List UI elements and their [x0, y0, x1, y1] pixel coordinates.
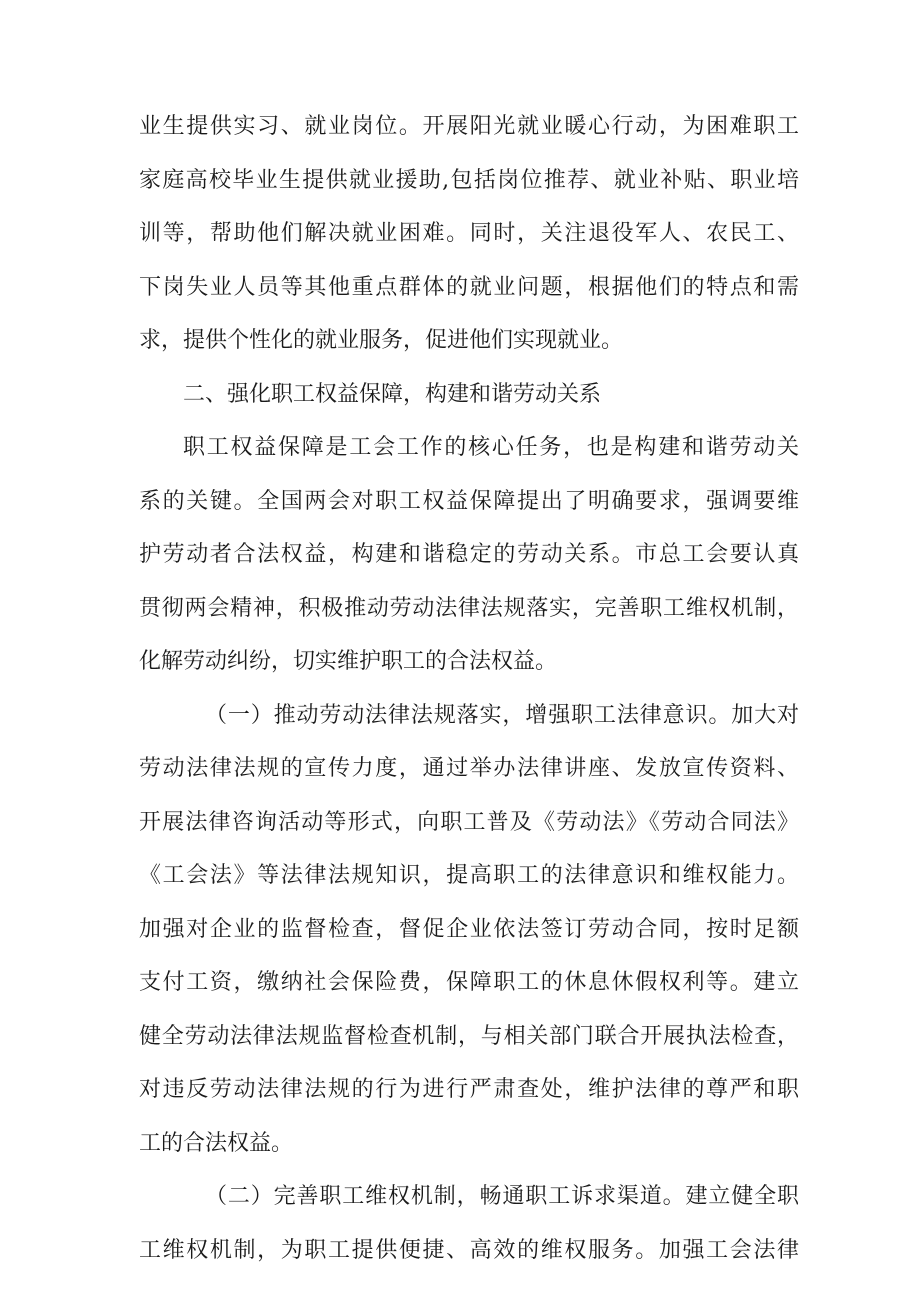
body-line: 支付工资，缴纳社会保险费，保障职工的休息休假权利等。建立 [139, 970, 799, 995]
body-line: 健全劳动法律法规监督检查机制，与相关部门联合开展执法检查， [139, 1023, 799, 1049]
body-line: 劳动法律法规的宣传力度，通过举办法律讲座、发放宣传资料、 [139, 756, 799, 781]
body-line: 求，提供个性化的就业服务，促进他们实现就业。 [139, 328, 624, 353]
body-line: 开展法律咨询活动等形式，向职工普及《劳动法》《劳动合同法》 [139, 809, 799, 835]
body-line: 化解劳动纠纷，切实维护职工的合法权益。 [139, 649, 558, 674]
body-line: 业生提供实习、就业岗位。开展阳光就业暖心行动，为困难职工 [139, 114, 799, 139]
body-line: 贯彻两会精神，积极推动劳动法律法规落实，完善职工维权机制， [139, 595, 799, 621]
section-heading: 二、强化职工权益保障，构建和谐劳动关系 [183, 381, 602, 407]
subsection-first-line: （二）完善职工维权机制，畅通职工诉求渠道。建立健全职 [205, 1184, 799, 1209]
body-line: 下岗失业人员等其他重点群体的就业问题，根据他们的特点和需 [139, 274, 799, 300]
subsection-first-line: （一）推动劳动法律法规落实，增强职工法律意识。加大对 [205, 702, 799, 728]
body-line: 加强对企业的监督检查，督促企业依法签订劳动合同，按时足额 [139, 916, 799, 942]
body-line: 对违反劳动法律法规的行为进行严肃查处，维护法律的尊严和职 [139, 1077, 799, 1102]
body-line: 家庭高校毕业生提供就业援助,包括岗位推荐、就业补贴、职业培 [139, 167, 799, 193]
body-line: 工的合法权益。 [139, 1130, 294, 1156]
body-line: 系的关键。全国两会对职工权益保障提出了明确要求，强调要维 [139, 488, 799, 514]
body-line: 工维权机制，为职工提供便捷、高效的维权服务。加强工会法律 [139, 1237, 799, 1263]
body-line: 训等，帮助他们解决就业困难。同时，关注退役军人、农民工、 [139, 221, 799, 246]
document-body [139, 100, 799, 1277]
body-line: 《工会法》等法律法规知识，提高职工的法律意识和维权能力。 [139, 863, 799, 888]
body-line: 护劳动者合法权益，构建和谐稳定的劳动关系。市总工会要认真 [139, 542, 799, 567]
paragraph-first-line: 职工权益保障是工会工作的核心任务，也是构建和谐劳动关 [183, 435, 799, 460]
